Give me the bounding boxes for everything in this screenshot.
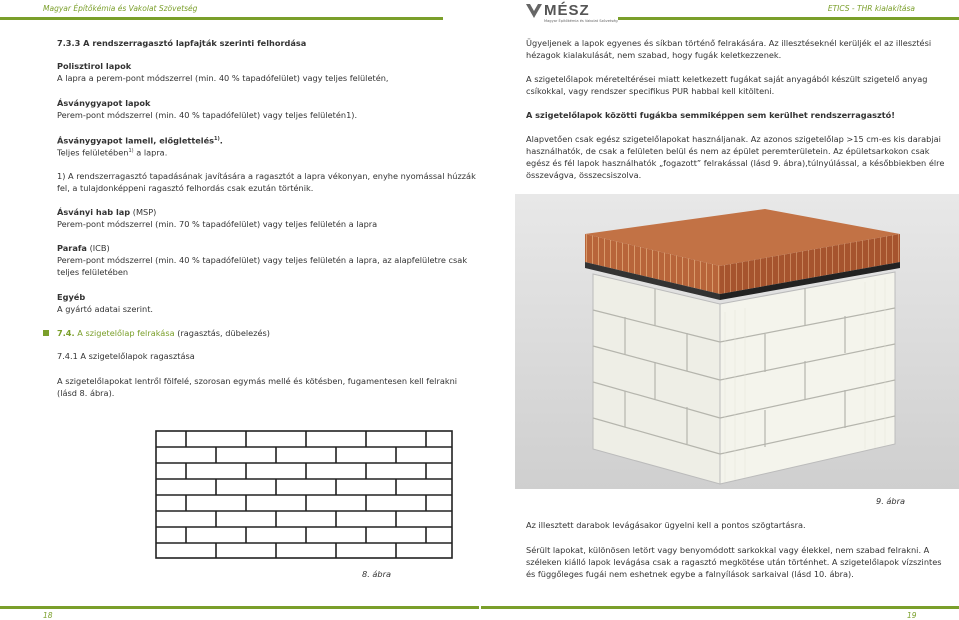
item-text-polisztirol: A lapra a perem-pont módszerrel (min. 40 % tapadófelület) vagy teljes felületén, xyxy=(57,73,389,83)
logo-subtitle: Magyar Építőkémia és Vakolat Szövetség xyxy=(544,19,618,23)
paragraph-line-2: (lásd 8. ábra). xyxy=(57,388,115,398)
right-p6-line-3: és függőleges fugái nem eshetnek egybe a falnyílások sarkaival (lásd 10. ábra). xyxy=(526,569,854,579)
figure-8-caption: 8. ábra xyxy=(362,569,392,579)
right-p2-line-1: A szigetelőlapok méreteltérései miatt keletkezett fugákat saját anyagából készült szigetelő anyag xyxy=(526,74,928,84)
item-text-parafa-1: Perem-pont módszerrel (min. 40 % tapadófelület) vagy teljes felületén a lapra, az alapfelületre csak xyxy=(57,255,468,265)
running-header-right: ETICS - THR kialakítása xyxy=(827,4,915,13)
running-header-left: Magyar Építőkémia és Vakolat Szövetség xyxy=(43,4,198,13)
item-title-polisztirol: Polisztirol lapok xyxy=(57,61,132,71)
right-p4-line-1: Alapvetően csak egész szigetelőlapokat használjanak. Az azonos szigetelőlap >15 cm-es kis darabjai xyxy=(526,134,941,144)
figure-9-caption: 9. ábra xyxy=(876,496,906,506)
right-p4-line-2: használhatók, de csak a felületen belül és nem az épület peremterületein. Az épületsarkokon csak xyxy=(526,146,930,156)
header-rule-left xyxy=(0,17,443,20)
right-p3-warning: A szigetelőlapok közötti fugákba semmiképpen sem kerülhet rendszerragasztó! xyxy=(526,110,896,120)
footer-rule-right xyxy=(481,606,959,609)
right-p5: Az illesztett darabok levágásakor ügyelni kell a pontos szögtartásra. xyxy=(526,520,806,530)
section-bullet xyxy=(43,330,49,336)
right-p4-line-4: összevágva, összecsiszolva. xyxy=(526,170,642,180)
item-text-asvanygyapot: Perem-pont módszerrel (min. 40 % tapadófelület) vagy teljes felületén1). xyxy=(57,110,358,120)
paragraph-line-1: A szigetelőlapokat lentről fölfelé, szorosan egymás mellé és kötésben, fugamentesen kell felrakni xyxy=(57,376,458,386)
right-p4-line-3: egész és fél lapok használhatók „fogazott” felrakással (lásd 9. ábra),túlnyúlással, a későbbiekben élre xyxy=(526,158,945,168)
right-p1-line-2: hézagok kialakulását, nem szabad, hogy fugák keletkezzenek. xyxy=(526,50,782,60)
item-title-parafa: Parafa (ICB) xyxy=(57,243,110,253)
item-text-lamell: Teljes felületében$^{1)}$ a lapra. xyxy=(57,147,168,158)
logo-mark-icon xyxy=(526,4,542,18)
item-text-egyeb: A gyártó adatai szerint. xyxy=(57,304,154,314)
right-p1-line-1: Ügyeljenek a lapok egyenes és síkban történő felrakására. Az illesztéseknél kerüljék el az illesztési xyxy=(526,38,932,48)
page-number-left: 18 xyxy=(43,611,53,620)
subsection-heading-7-4-1: 7.4.1 A szigetelőlapok ragasztása xyxy=(57,351,195,361)
right-p6-line-1: Sérült lapokat, különösen letört vagy benyomódott sarkokkal vagy élekkel, nem szabad felrakni. A xyxy=(526,545,930,555)
figure-8-board-pattern xyxy=(150,420,460,560)
item-text-msp: Perem-pont módszerrel (min. 70 % tapadófelület) vagy teljes felületén a lapra xyxy=(57,219,378,229)
footnote-line-2: fel, a tulajdonképpeni ragasztó felhordás csak ezután történik. xyxy=(57,183,314,193)
footer-rule-left xyxy=(0,606,479,609)
item-title-lamell: Ásványgyapot lamell, előglettelés$^{1)}$. xyxy=(57,135,223,146)
footnote-line-1: 1) A rendszerragasztó tapadásának javítására a ragasztót a lapra vékonyan, enyhe nyomással húzzák xyxy=(57,171,476,181)
mesz-logo xyxy=(526,2,618,26)
item-text-parafa-2: teljes felületében xyxy=(57,267,129,277)
figure-9-illustration xyxy=(515,194,959,489)
page-number-right: 19 xyxy=(907,611,917,620)
section-heading-7-4: 7.4. A szigetelőlap felrakása (ragasztás, dübelezés) xyxy=(57,328,270,338)
section-heading-7-3-3: 7.3.3 A rendszerragasztó lapfajták szerinti felhordása xyxy=(57,38,307,48)
header-rule-right xyxy=(618,17,959,20)
item-title-asvanygyapot: Ásványgyapot lapok xyxy=(57,98,151,108)
figure-9-corner-render xyxy=(515,194,959,489)
logo-word: MÉSZ xyxy=(544,2,590,19)
item-title-egyeb: Egyéb xyxy=(57,292,86,302)
item-title-msp: Ásványi hab lap (MSP) xyxy=(57,207,157,217)
right-p2-line-2: csíkokkal, vagy rendszer specifikus PUR habbal kell kitölteni. xyxy=(526,86,775,96)
right-p6-line-2: széleken kiálló lapok levágása csak a ragasztó megkötése után történhet. A szigetelőlapok vízszintes xyxy=(526,557,942,567)
